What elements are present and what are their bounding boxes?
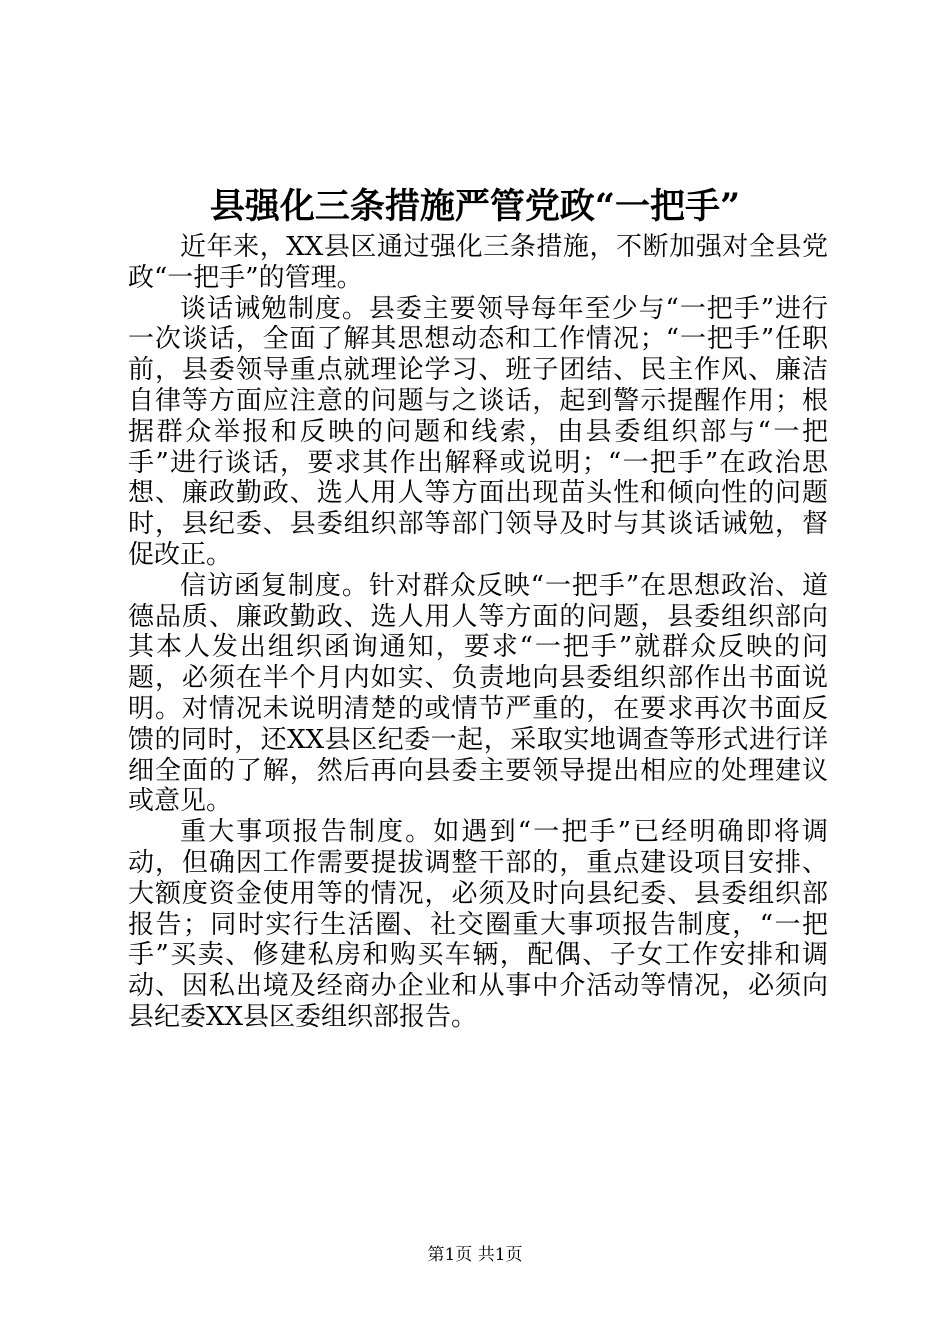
paragraph-letter-reply-system: 信访函复制度。针对群众反映“一把手”在思想政治、道德品质、廉政勤政、选人用人等方面的问题，县委组织部向其本人发出组织函询通知，要求“一把手”就群众反映的问题，必须在半个月内如实、负责地向县委组织部作出书面说明。对情况未说明清楚的或情节严重的，在要求再次书面反馈的同时，还XX县区纪委一起，采取实地调查等形式进行详细全面的了解，然后再向县委主要领导提出相应的处理建议或意见。 <box>128 570 828 817</box>
paragraph-intro: 近年来，XX县区通过强化三条措施，不断加强对全县党政“一把手”的管理。 <box>128 232 828 293</box>
paragraph-talk-warning-system: 谈话诫勉制度。县委主要领导每年至少与“一把手”进行一次谈话，全面了解其思想动态和工作情况；“一把手”任职前，县委领导重点就理论学习、班子团结、民主作风、廉洁自律等方面应注意的问题与之谈话，起到警示提醒作用；根据群众举报和反映的问题和线索，由县委组织部与“一把手”进行谈话，要求其作出解释或说明；“一把手”在政治思想、廉政勤政、选人用人等方面出现苗头性和倾向性的问题时，县纪委、县委组织部等部门领导及时与其谈话诫勉，督促改正。 <box>128 293 828 570</box>
document-body <box>128 232 828 1033</box>
page-footer: 第1页 共1页 <box>427 1245 523 1265</box>
document-title: 县强化三条措施严管党政“一把手” <box>209 186 741 227</box>
paragraph-major-matters-report-system: 重大事项报告制度。如遇到“一把手”已经明确即将调动，但确因工作需要提拔调整干部的，重点建设项目安排、大额度资金使用等的情况，必须及时向县纪委、县委组织部报告；同时实行生活圈、社交圈重大事项报告制度，“一把手”买卖、修建私房和购买车辆，配偶、子女工作安排和调动、因私出境及经商办企业和从事中介活动等情况，必须向县纪委XX县区委组织部报告。 <box>128 817 828 1032</box>
